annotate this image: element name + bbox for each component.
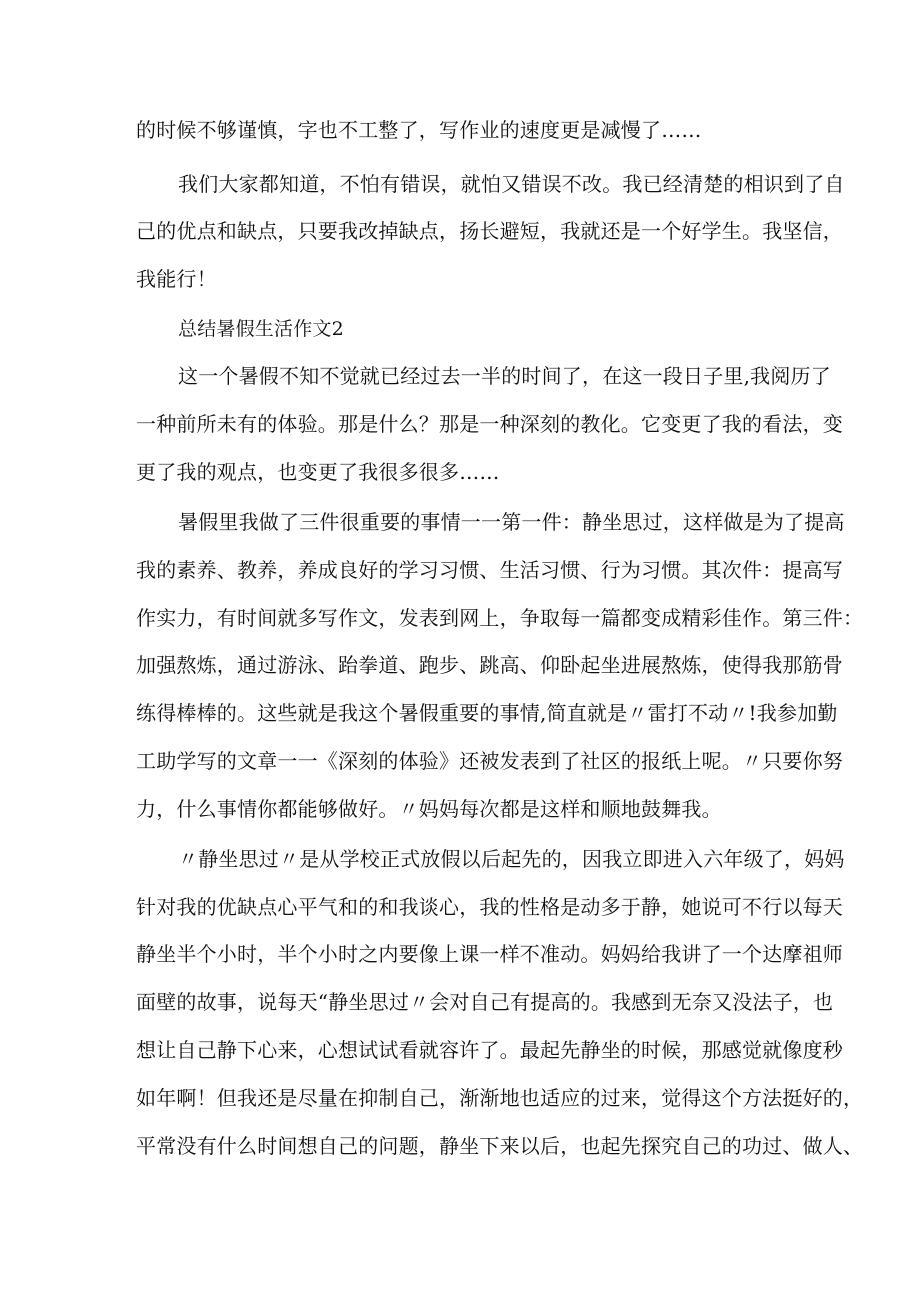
paragraph-line: 平常没有什么时间想自己的问题，静坐下来以后，也起先探究自己的功过、做人、	[136, 1134, 864, 1158]
paragraph-line: 我能行！	[136, 267, 217, 291]
paragraph-line: 我的素养、教养，养成良好的学习习惯、生活习惯、行为习惯。其次件：提高写	[136, 558, 843, 582]
paragraph-line: 练得棒棒的。这些就是我这个暑假重要的事情,简直就是〃雷打不动〃!我参加勤	[136, 701, 838, 725]
paragraph-line: 加强熬炼，通过游泳、跆拳道、跑步、跳高、仰卧起坐进展熬炼，使得我那筋骨	[136, 653, 843, 677]
paragraph-line: 如年啊！但我还是尽量在抑制自己，渐渐地也适应的过来，觉得这个方法挺好的，	[136, 1086, 864, 1110]
paragraph-line: 我们大家都知道，不怕有错误，就怕又错误不改。我已经清楚的相识到了自	[178, 172, 845, 196]
paragraph-line: 作实力，有时间就多写作文，发表到网上，争取每一篇都变成精彩佳作。第三件：	[136, 606, 864, 630]
paragraph-line: 针对我的优缺点心平气和的和我谈心，我的性格是动多于静，她说可不行以每天	[136, 895, 843, 919]
paragraph-line: 想让自己静下心来，心想试试看就容许了。最起先静坐的时候，那感觉就像度秒	[136, 1038, 843, 1062]
paragraph-line: 面壁的故事，说每天“静坐思过〃会对自己有提高的。我感到无奈又没法子，也	[136, 990, 834, 1014]
paragraph-line: 暑假里我做了三件很重要的事情一一第一件：静坐思过，这样做是为了提高	[178, 510, 845, 534]
paragraph-line: 己的优点和缺点，只要我改掉缺点，扬长避短，我就还是一个好学生。我坚信，	[136, 219, 843, 243]
paragraph-line: 工助学写的文章一一《深刻的体验》还被发表到了社区的报纸上呢。〃只要你努	[136, 749, 843, 773]
paragraph-line: 〃静坐思过〃是从学校正式放假以后起先的，因我立即进入六年级了，妈妈	[178, 847, 845, 871]
paragraph-line: 的时候不够谨慎，字也不工整了，写作业的速度更是减慢了……	[136, 118, 702, 142]
paragraph-line: 静坐半个小时，半个小时之内要像上课一样不准动。妈妈给我讲了一个达摩祖师	[136, 942, 843, 966]
paragraph-line: 一种前所未有的体验。那是什么？那是一种深刻的教化。它变更了我的看法，变	[136, 412, 843, 436]
paragraph-line: 这一个暑假不知不觉就已经过去一半的时间了，在这一段日子里,我阅历了	[178, 364, 831, 388]
section-heading: 总结暑假生活作文2	[178, 318, 344, 340]
paragraph-line: 更了我的观点，也变更了我很多很多……	[136, 460, 500, 484]
paragraph-line: 力，什么事情你都能够做好。〃妈妈每次都是这样和顺地鼓舞我。	[136, 797, 722, 821]
